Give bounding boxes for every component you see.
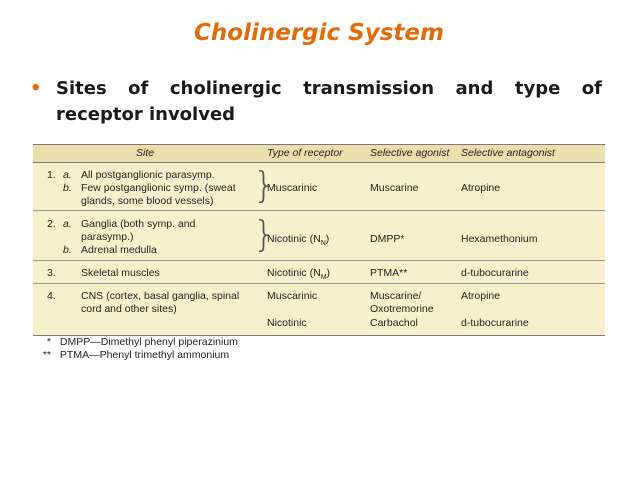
site-text: Few postganglionic symp. (sweat (81, 182, 236, 194)
footnote-mark: * (46, 336, 51, 348)
site-text: cord and other sites) (81, 303, 177, 315)
receptor-cell: Nicotinic $(N_M)$ (267, 267, 331, 282)
header-antagonist: Selective antagonist (461, 147, 555, 159)
site-text: Ganglia (both symp. and (81, 218, 196, 230)
bullet-word: transmission (303, 78, 435, 99)
bullet-word: cholinergic (169, 78, 282, 99)
item-letter: b. (63, 182, 72, 194)
bullet-dot: • (30, 78, 42, 99)
bullet-point (30, 76, 602, 128)
receptor-table (33, 144, 605, 336)
header-receptor: Type of receptor (267, 147, 343, 159)
row-divider (33, 210, 605, 211)
brace-icon: } (253, 165, 276, 206)
bullet-word: type (514, 78, 561, 99)
bullet-word: of (128, 78, 149, 99)
header-site: Site (136, 147, 155, 159)
footnotes (33, 336, 238, 362)
receptor-cell: Nicotinic $(N_N)$ (267, 233, 330, 248)
bullet-text-line2: receptor involved (56, 104, 236, 125)
site-text: All postganglionic parasymp. (81, 169, 215, 181)
row-number: 2. (47, 218, 56, 230)
bullet-word: and (455, 78, 494, 99)
receptor-cell: Muscarinic (267, 290, 318, 302)
row-divider (33, 260, 605, 261)
agonist-cell: Carbachol (370, 317, 418, 329)
row-divider (33, 283, 605, 284)
agonist-cell: DMPP* (370, 233, 405, 245)
site-text: parasymp.) (81, 231, 134, 243)
footnote (33, 336, 238, 349)
row-number: 1. (47, 169, 56, 181)
bullet-word: of (581, 78, 602, 99)
site-text: glands, some blood vessels) (81, 195, 214, 207)
row-number: 3. (47, 267, 56, 279)
item-letter: a. (63, 169, 72, 181)
brace-icon: } (253, 214, 276, 255)
site-text: CNS (cortex, basal ganglia, spinal (81, 290, 240, 302)
footnote-text: DMPP—Dimethyl phenyl piperazinium (59, 336, 238, 348)
item-letter: b. (63, 244, 72, 256)
footnote (33, 349, 238, 362)
row-number: 4. (47, 290, 56, 302)
antagonist-cell: Hexamethonium (461, 233, 538, 245)
bullet-word: Sites (56, 78, 107, 99)
site-text: Adrenal medulla (81, 244, 157, 256)
antagonist-cell: d-tubocurarine (461, 317, 529, 329)
item-letter: a. (63, 218, 72, 230)
antagonist-cell: Atropine (461, 290, 501, 302)
footnote-text: PTMA—Phenyl trimethyl ammonium (59, 349, 230, 361)
receptor-cell: Nicotinic (267, 317, 307, 329)
agonist-cell: Muscarine/ (370, 290, 422, 302)
site-text: Skeletal muscles (81, 267, 160, 279)
slide-title: Cholinergic System (194, 20, 444, 46)
footnote-mark: ** (42, 349, 51, 361)
bullet-text-line1 (56, 76, 602, 102)
receptor-cell: Muscarinic (267, 182, 318, 194)
table-header (33, 145, 605, 163)
agonist-cell: PTMA** (370, 267, 408, 279)
antagonist-cell: d-tubocurarine (461, 267, 529, 279)
header-agonist: Selective agonist (370, 147, 450, 159)
antagonist-cell: Atropine (461, 182, 501, 194)
agonist-cell: Muscarine (370, 182, 419, 194)
agonist-cell: Oxotremorine (370, 303, 434, 315)
